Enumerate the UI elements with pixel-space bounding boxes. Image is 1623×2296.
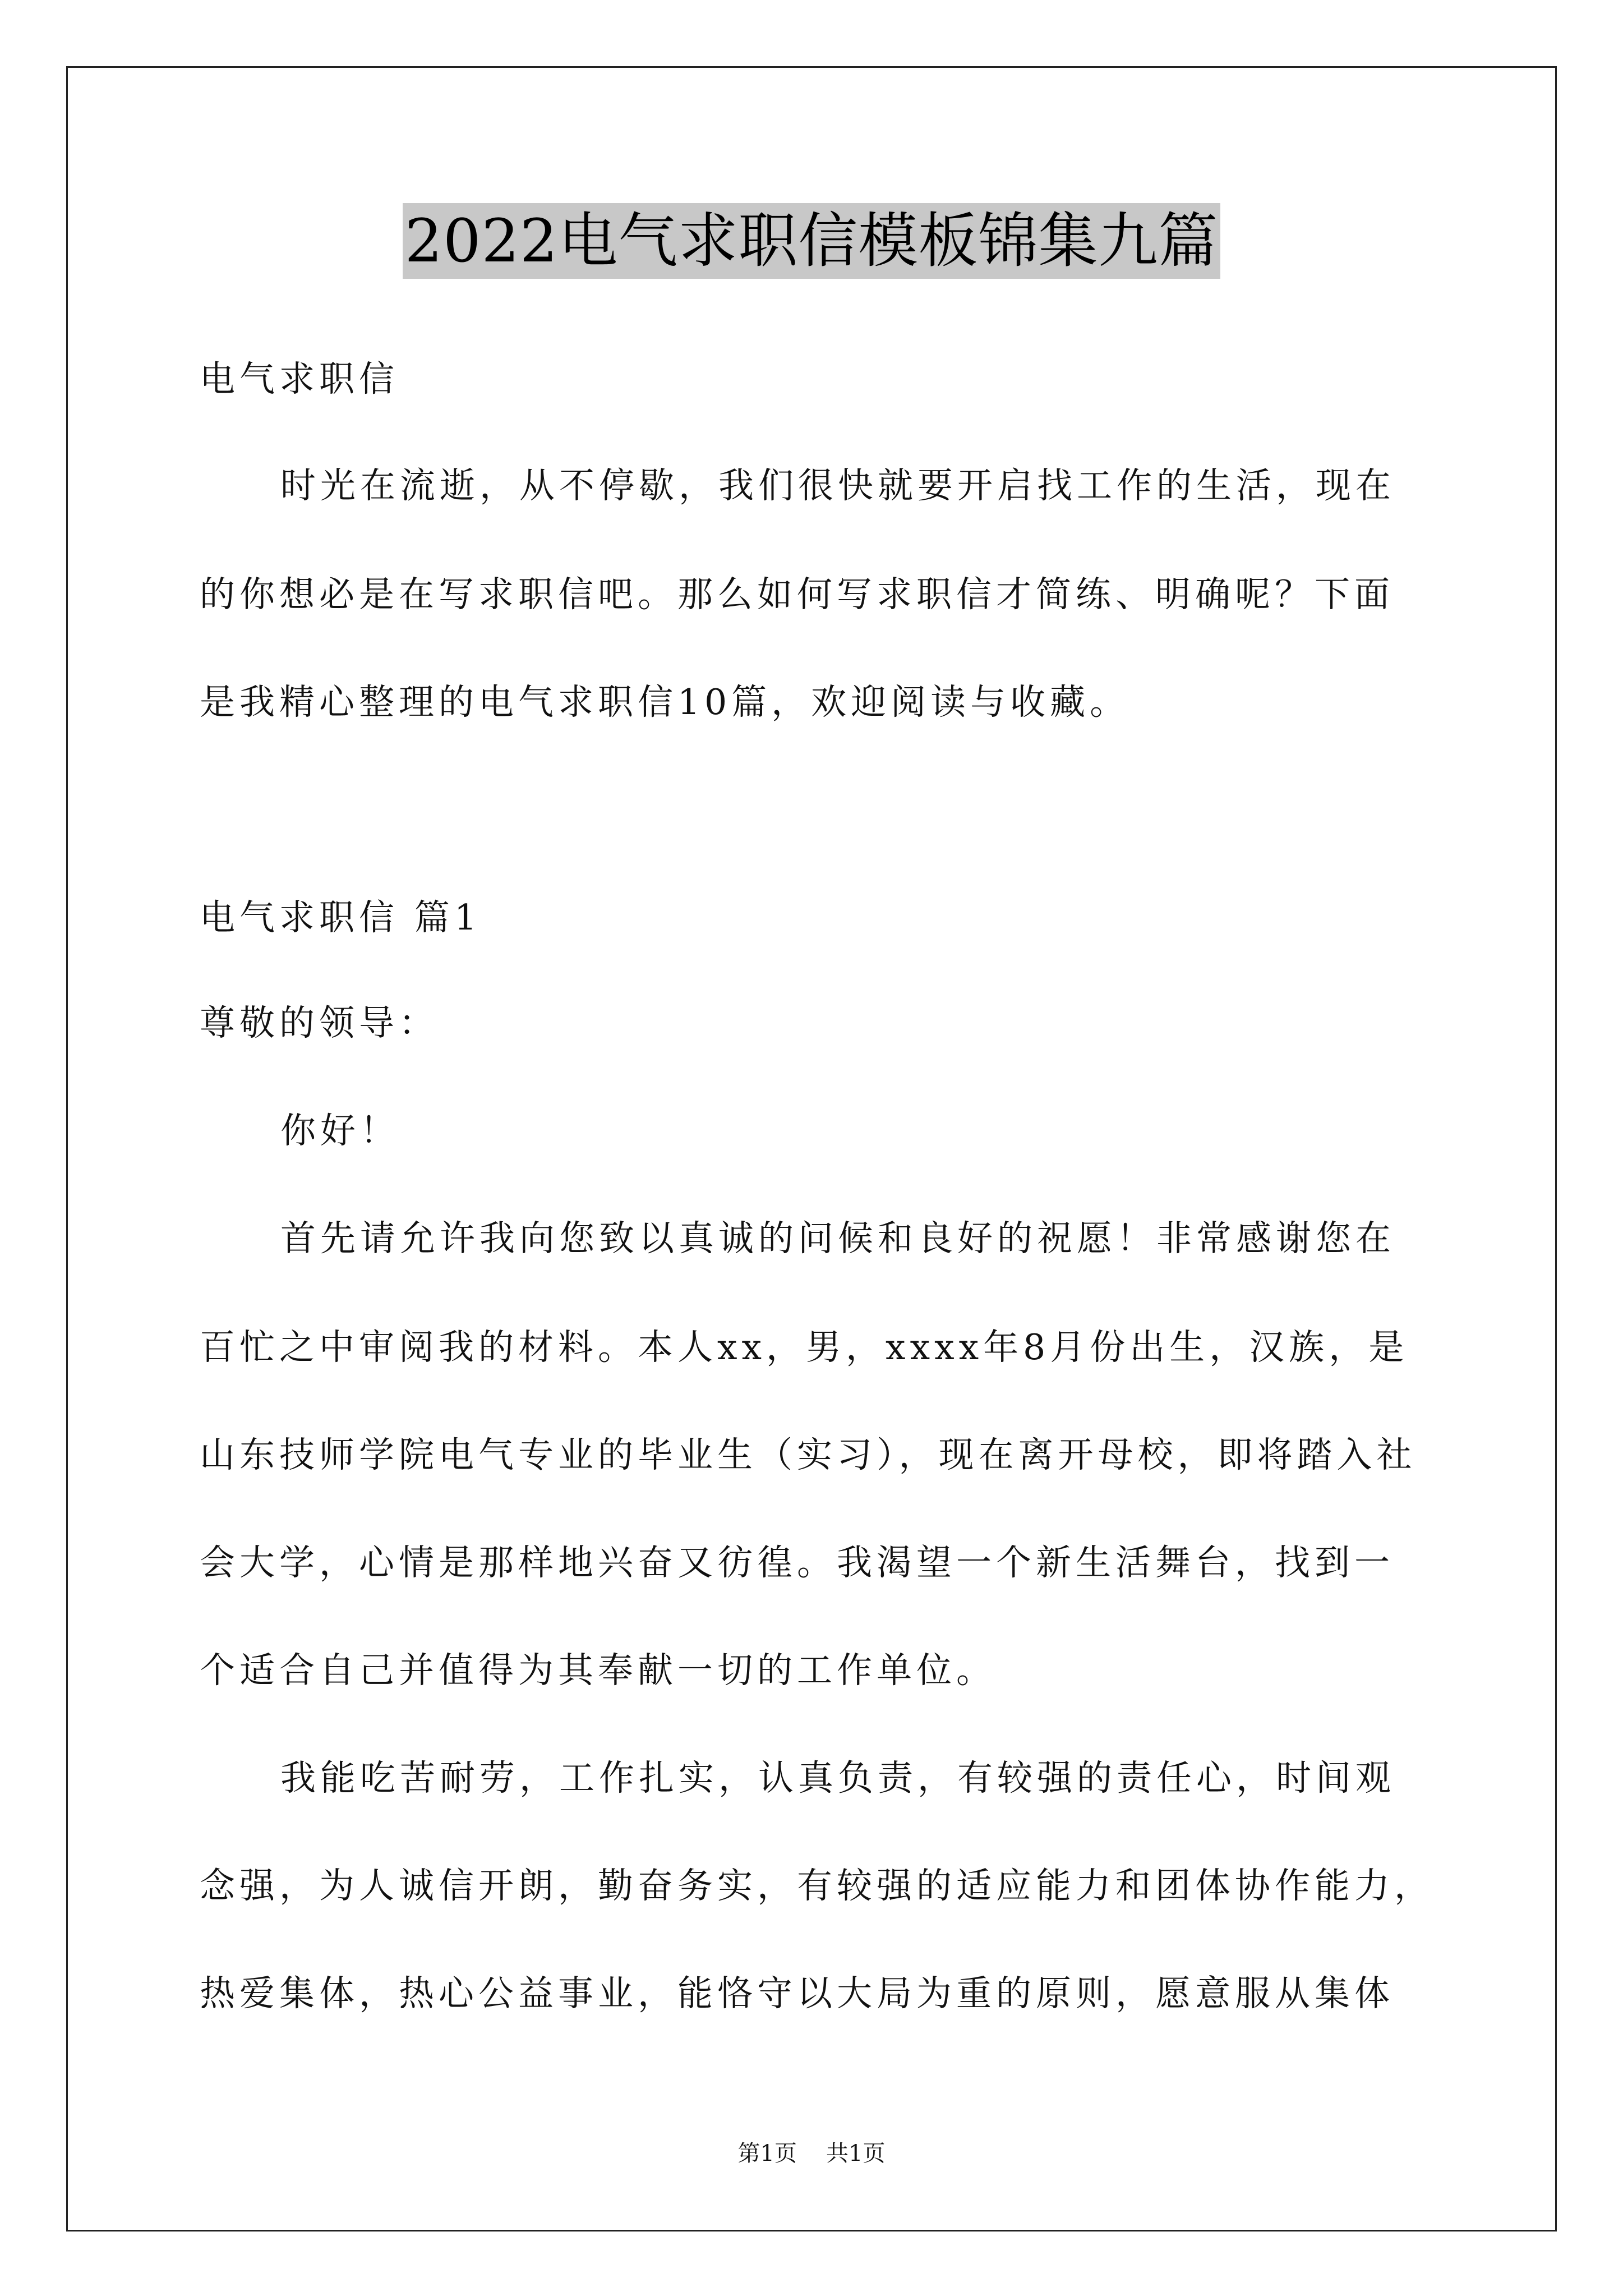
- document-title: 2022电气求职信模板锦集九篇: [403, 203, 1221, 279]
- page-footer: [0, 2139, 1623, 2168]
- paragraph-line: 热爱集体，热心公益事业，能恪守以大局为重的原则，愿意服从集体: [200, 1973, 1394, 2014]
- title-container: [0, 203, 1623, 279]
- paragraph-line: 山东技师学院电气专业的毕业生（实习），现在离开母校，即将踏入社: [200, 1434, 1417, 1475]
- section-heading: 电气求职信: [200, 358, 399, 399]
- intro-line: 是我精心整理的电气求职信10篇，欢迎阅读与收藏。: [200, 682, 1130, 723]
- paragraph-line: 会大学，心情是那样地兴奋又彷徨。我渴望一个新生活舞台，找到一: [200, 1542, 1394, 1583]
- paragraph-line: 首先请允许我向您致以真诚的问候和良好的祝愿！非常感谢您在: [280, 1218, 1395, 1259]
- paragraph-line: 个适合自己并值得为其奉献一切的工作单位。: [200, 1650, 996, 1691]
- paragraph-line: 我能吃苦耐劳，工作扎实，认真负责，有较强的责任心，时间观: [280, 1757, 1395, 1798]
- intro-line: 时光在流逝，从不停歇，我们很快就要开启找工作的生活，现在: [280, 465, 1395, 506]
- salutation: 尊敬的领导：: [200, 1002, 439, 1043]
- intro-line: 的你想必是在写求职信吧。那么如何写求职信才简练、明确呢？下面: [200, 574, 1394, 615]
- letter-heading: 电气求职信 篇1: [200, 897, 482, 938]
- paragraph-line: 念强，为人诚信开朗，勤奋务实，有较强的适应能力和团体协作能力，: [200, 1865, 1434, 1906]
- page-total: 共1页: [826, 2141, 886, 2166]
- greeting: 你好！: [280, 1110, 400, 1151]
- paragraph-line: 百忙之中审阅我的材料。本人xx，男，xxxx年8月份出生，汉族，是: [200, 1327, 1409, 1368]
- page-number: 第1页: [737, 2141, 797, 2166]
